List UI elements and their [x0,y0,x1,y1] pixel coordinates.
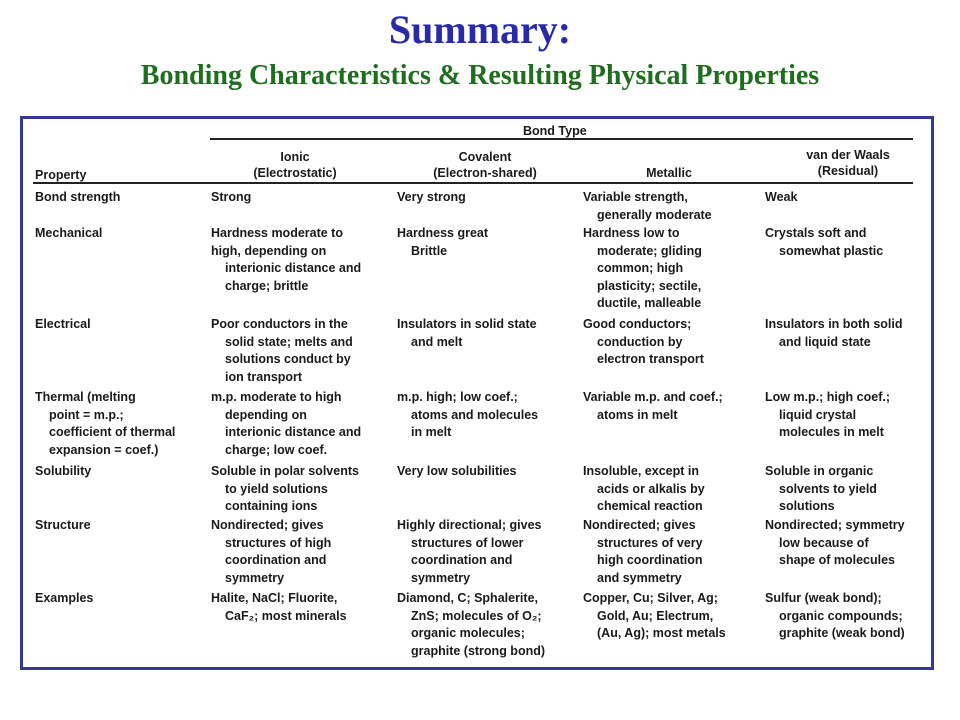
cell-line: Insulators in both solid [765,317,903,331]
slide-title: Summary: [388,7,572,52]
cell-line: molecules in melt [779,425,884,439]
cell-line: shape of molecules [779,553,896,567]
table-cell-van-der-waals [765,517,905,570]
slide-subtitle: Bonding Characteristics & Resulting Physical Properties [140,60,820,91]
cell-line: Examples [35,591,94,605]
table-cell-covalent [397,389,538,442]
column-header-line2: (Electron-shared) [433,166,537,180]
table-cell-ionic [211,225,361,295]
table-cell-metallic [583,316,704,369]
table-cell-covalent [397,517,541,587]
cell-line: Hardness low to [583,226,680,240]
cell-line: symmetry [411,570,471,585]
table-cell-covalent [397,316,537,351]
column-header-van-der-waals [768,147,928,179]
cell-line: symmetry [225,570,285,585]
table-cell-metallic [583,590,726,643]
cell-line: solutions [779,499,835,513]
cell-line: Soluble in polar solvents [211,464,359,478]
cell-line: somewhat plastic [779,243,884,258]
table-cell-property [35,316,91,334]
table-cell-metallic [583,463,705,516]
properties-table [20,116,934,670]
table-cell-covalent [397,189,466,207]
cell-line: Poor conductors in the [211,317,348,331]
cell-line: generally moderate [597,207,712,222]
table-cell-metallic [583,389,723,424]
table-cell-metallic [583,225,702,313]
cell-line: Strong [211,190,252,204]
cell-line: Structure [35,518,91,532]
table-cell-ionic [211,517,331,587]
column-header-covalent [401,149,569,181]
cell-line: coordination and [225,553,327,567]
cell-line: high, depending on [211,243,327,258]
cell-line: Electrical [35,317,91,331]
cell-line: Low m.p.; high coef.; [765,390,890,404]
cell-line: Insulators in solid state [397,317,537,331]
cell-line: Weak [765,190,798,204]
cell-line: solutions conduct by [225,352,351,366]
cell-line: acids or alkalis by [597,481,705,496]
cell-line: low because of [779,535,869,550]
cell-line: graphite (strong bond) [411,643,546,658]
cell-line: graphite (weak bond) [779,626,905,640]
table-cell-property [35,517,91,535]
table-cell-property [35,590,93,608]
cell-line: in melt [411,425,452,439]
column-header-line2: Metallic [646,166,692,180]
cell-line: structures of very [597,535,703,550]
cell-line: interionic distance and [225,261,362,275]
column-header-line1: van der Waals [806,148,890,162]
cell-line: solid state; melts and [225,334,353,349]
cell-line: Thermal (melting [35,390,136,404]
cell-line: and melt [411,334,463,349]
table-cell-ionic [211,463,359,516]
cell-line: chemical reaction [597,499,703,513]
cell-line: depending on [225,407,307,422]
cell-line: Nondirected; symmetry [765,518,905,532]
table-cell-property [35,389,175,459]
cell-line: m.p. moderate to high [211,390,342,404]
cell-line: Copper, Cu; Silver, Ag; [583,591,718,605]
cell-line: moderate; gliding [597,243,702,258]
cell-line: plasticity; sectile, [597,278,702,293]
cell-line: high coordination [597,553,703,567]
cell-line: Nondirected; gives [583,518,696,532]
cell-line: ZnS; molecules of O₂; [411,608,542,623]
table-cell-property [35,225,102,243]
cell-line: solvents to yield [779,481,877,496]
property-header: Property [35,168,87,182]
cell-line: charge; brittle [225,278,309,293]
cell-line: coefficient of thermal [49,425,176,439]
table-cell-metallic [583,189,712,224]
column-header-ionic [211,149,379,181]
group-header: Bond Type [523,124,587,138]
cell-line: Highly directional; gives [397,518,542,532]
cell-line: Good conductors; [583,317,692,331]
table-cell-ionic [211,189,251,207]
header-rule [33,182,913,184]
table-cell-metallic [583,517,703,587]
cell-line: atoms in melt [597,407,678,422]
cell-line: conduction by [597,334,683,349]
table-cell-van-der-waals [765,389,890,442]
cell-line: Diamond, C; Sphalerite, [397,591,538,605]
cell-line: Gold, Au; Electrum, [597,608,714,623]
cell-line: Hardness moderate to [211,226,343,240]
cell-line: Variable strength, [583,190,688,204]
cell-line: ion transport [225,369,303,384]
table-cell-van-der-waals [765,225,883,260]
table-cell-ionic [211,316,353,386]
cell-line: atoms and molecules [411,407,539,422]
cell-line: organic molecules; [411,626,525,640]
cell-line: Hardness great [397,226,489,240]
cell-line: m.p. high; low coef.; [397,390,518,404]
cell-line: Very low solubilities [397,464,517,478]
cell-line: expansion = coef.) [49,442,159,457]
cell-line: CaF₂; most minerals [225,608,347,623]
cell-line: liquid crystal [779,407,857,422]
column-header-metallic [585,149,753,181]
cell-line: structures of high [225,535,332,550]
cell-line: Brittle [411,243,448,258]
cell-line: point = m.p.; [49,407,124,422]
column-header-line1: Covalent [458,150,512,164]
cell-line: (Au, Ag); most metals [597,626,726,640]
cell-line: Variable m.p. and coef.; [583,390,723,404]
cell-line: and symmetry [597,570,682,585]
cell-line: Mechanical [35,226,103,240]
cell-line: Soluble in organic [765,464,874,478]
cell-line: Very strong [397,190,466,204]
cell-line: electron transport [597,352,704,366]
cell-line: containing ions [225,499,318,513]
cell-line: Solubility [35,464,92,478]
cell-line: Bond strength [35,190,121,204]
table-cell-van-der-waals [765,590,905,643]
table-cell-van-der-waals [765,316,903,351]
table-cell-property [35,189,120,207]
cell-line: to yield solutions [225,481,328,496]
column-header-line1: Ionic [280,150,310,164]
table-cell-ionic [211,389,361,459]
cell-line: Insoluble, except in [583,464,699,478]
cell-line: organic compounds; [779,608,903,623]
cell-line: charge; low coef. [225,442,328,457]
cell-line: and liquid state [779,334,871,349]
column-header-line2: (Residual) [817,164,879,178]
table-cell-ionic [211,590,347,625]
column-header-line2: (Electrostatic) [253,166,337,180]
table-cell-property [35,463,91,481]
cell-line: Halite, NaCl; Fluorite, [211,591,338,605]
group-header-rule [210,138,913,140]
cell-line: interionic distance and [225,425,362,439]
table-cell-covalent [397,590,545,660]
cell-line: Nondirected; gives [211,518,324,532]
table-cell-van-der-waals [765,189,797,207]
table-cell-van-der-waals [765,463,877,516]
table-cell-covalent [397,225,488,260]
table-cell-covalent [397,463,516,481]
cell-line: ductile, malleable [597,296,702,310]
cell-line: Sulfur (weak bond); [765,591,882,605]
cell-line: structures of lower [411,535,524,550]
cell-line: Crystals soft and [765,226,867,240]
cell-line: coordination and [411,553,513,567]
cell-line: common; high [597,261,684,275]
